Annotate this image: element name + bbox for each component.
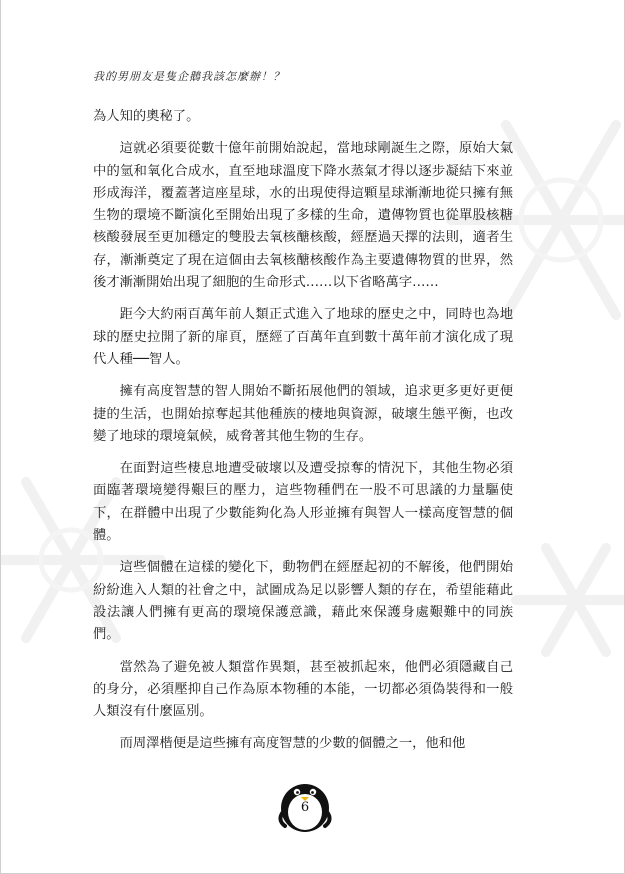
paragraph: 而周澤楷便是這些擁有高度智慧的少數的個體之一，他和他 [119,736,466,752]
paragraph: 這些個體在這樣的變化下，動物們在經歷起初的不解後，他們開始紛紛進入人類的社會之中，試圖成為足以影響人類的存在，希望能藉此設法讓人們擁有更高的環境保護意識，藉此來保護身處艱難中的同族們。 [93,560,513,643]
paragraph: 當然為了避免被人類當作異類，甚至被抓起來，他們必須隱藏自己的身分，必須壓抑自己作為原本物種的本能，一切都必須偽裝得和一般人類沒有什麼區別。 [93,659,513,720]
paragraph: 在面對這些棲息地遭受破壞以及遭受掠奪的情況下，其他生物必須面臨著環境變得艱巨的壓力，這些物種們在一股不可思議的力量驅使下，在群體中出現了少數能夠化為人形並擁有與智人一樣高度智慧的個體。 [93,461,513,544]
paragraph: 距今大約兩百萬年前人類正式進入了地球的歷史之中，同時也為地球的歷史拉開了新的扉頁，歷經了百萬年直到數十萬年前才演化成了現代人種──智人。 [93,307,513,367]
paragraph: 為人知的奧秘了。 [93,109,200,124]
paragraph: 擁有高度智慧的智人開始不斷拓展他們的領域，追求更多更好更便捷的生活，也開始掠奪起其他種族的棲地與資源，破壞生態平衡，也改變了地球的環境氣候，威脅著其他生物的生存。 [93,384,513,444]
running-header: 我的男朋友是隻企鵝我該怎麼辦！？ [93,70,285,83]
main-text [93,106,513,766]
page-number: 6 [300,800,310,815]
paragraph: 這就必須要從數十億年前開始說起，當地球剛誕生之際，原始大氣中的氫和氧化合成水，直至地球溫度下降水蒸氣才得以逐步凝結下來並形成海洋，覆蓋著這座星球，水的出現使得這顆星球漸漸地從只擁有無生物的環境不斷演化至開始出現了多樣的生命，遺傳物質也從單股核糖核酸發展至更加穩定的雙股去氧核醣核酸，經歷過天擇的法則，適者生存，漸漸奠定了現在這個由去氧核醣核酸作為主要遺傳物質的世界，然後才漸漸開始出現了細胞的生命形式……以下省略萬字…… [93,141,513,291]
